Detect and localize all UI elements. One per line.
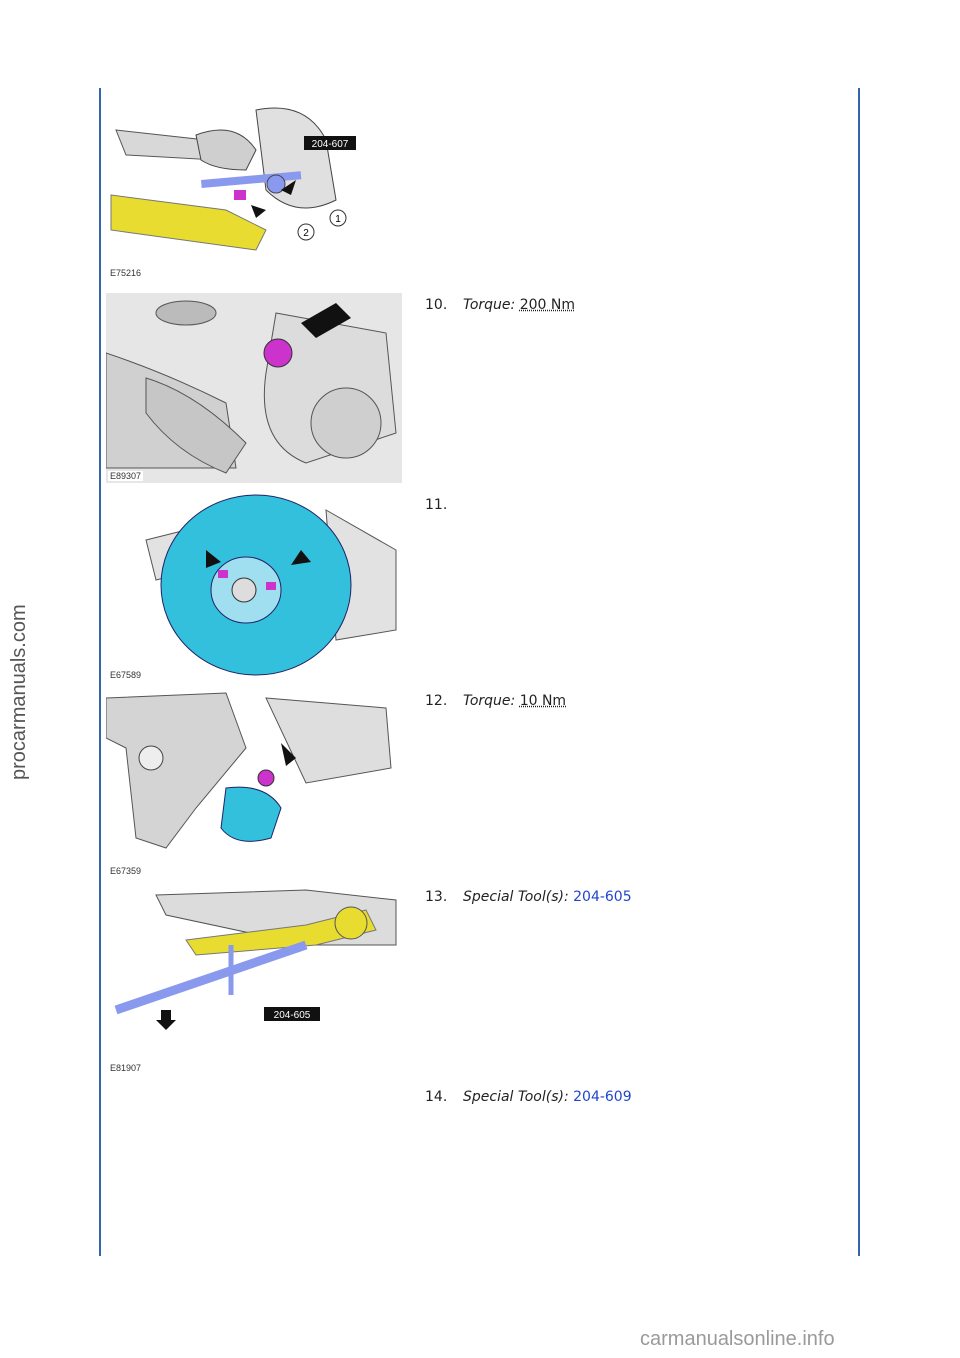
figure-e75216 (106, 100, 402, 280)
step-number: 12. (425, 693, 448, 709)
step-number: 10. (425, 297, 448, 313)
step-11 (425, 497, 463, 513)
step-13 (425, 889, 632, 905)
figure-code: E89307 (110, 471, 142, 481)
callout-tool-label: 204-607 (311, 139, 349, 150)
step-label: Special Tool(s): (463, 1089, 569, 1105)
illustration-brake-disc (106, 490, 402, 682)
step-number: 13. (425, 889, 448, 905)
illustration-lower-arm-tool (106, 885, 402, 1075)
left-margin-rule (99, 88, 101, 1256)
figure-e81907 (106, 885, 402, 1075)
callout-1: 1 (335, 214, 341, 225)
callout-tool-label: 204-605 (273, 1010, 311, 1021)
figure-code: E67589 (110, 670, 142, 680)
illustration-ball-joint (106, 688, 402, 878)
illustration-hub-nut (106, 293, 402, 483)
figure-e67589 (106, 490, 402, 682)
figure-e67359 (106, 688, 402, 878)
bottom-watermark: carmanualsonline.info (640, 1328, 835, 1350)
figure-code: E75216 (110, 268, 142, 278)
step-label: Special Tool(s): (463, 889, 569, 905)
illustration-drive-shaft-tool (106, 100, 402, 280)
figure-code: E81907 (110, 1063, 142, 1073)
step-label: Torque: (463, 693, 516, 709)
callout-2: 2 (303, 228, 309, 239)
step-10 (425, 297, 575, 313)
special-tool-link[interactable]: 204-609 (573, 1089, 632, 1105)
step-14 (425, 1089, 632, 1105)
torque-value[interactable]: 10 Nm (519, 693, 567, 709)
figure-e89307 (106, 293, 402, 483)
step-label: Torque: (463, 297, 516, 313)
step-number: 14. (425, 1089, 448, 1105)
step-12 (425, 693, 566, 709)
step-number: 11. (425, 497, 448, 513)
side-watermark: procarmanuals.com (8, 604, 30, 780)
right-margin-rule (858, 88, 860, 1256)
torque-value[interactable]: 200 Nm (519, 297, 575, 313)
special-tool-link[interactable]: 204-605 (573, 889, 632, 905)
figure-code: E67359 (110, 866, 142, 876)
